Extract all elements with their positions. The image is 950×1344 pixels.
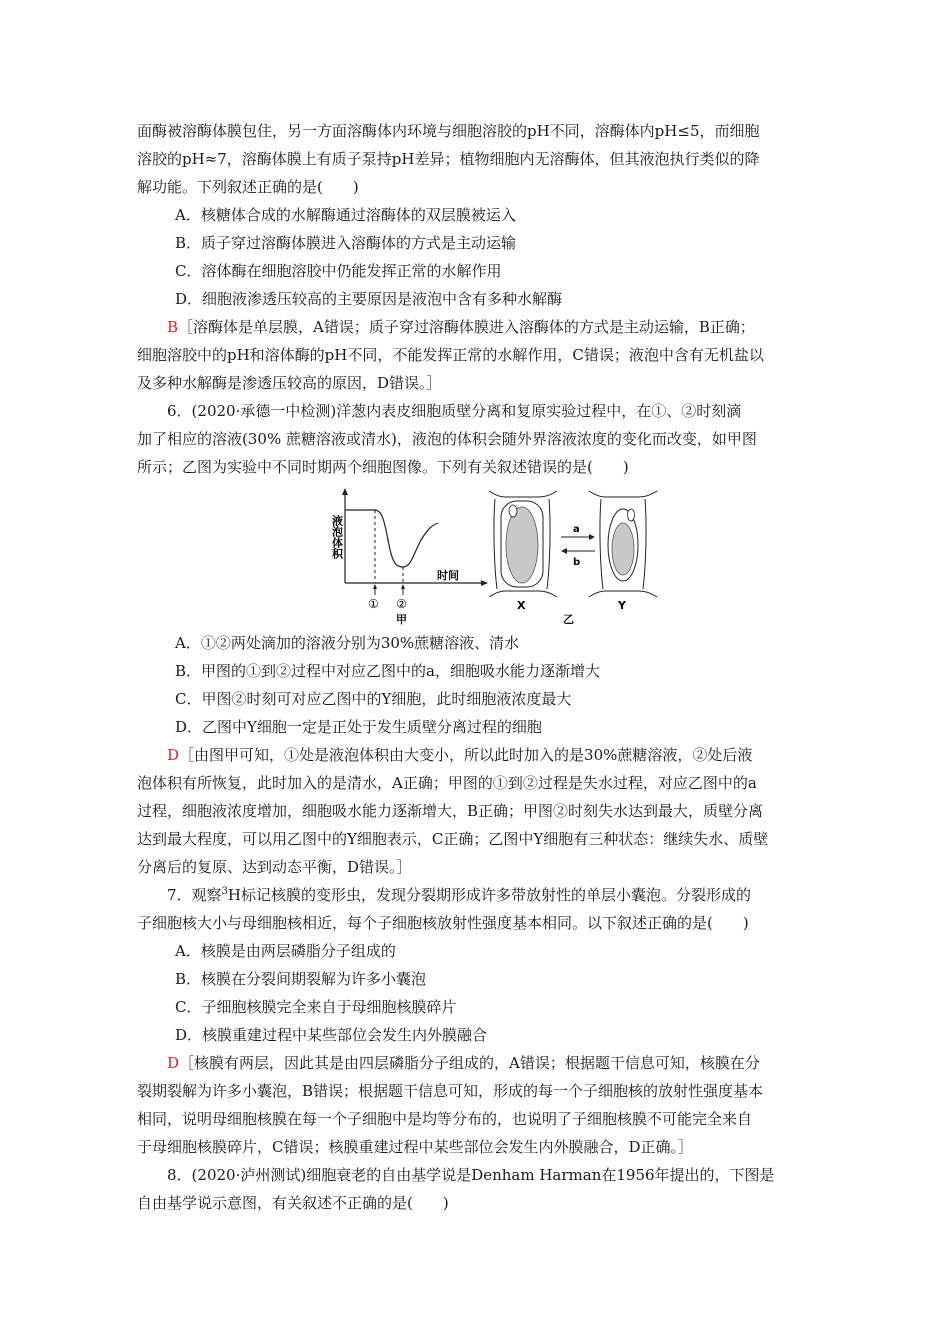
q6-stem-line: 所示；乙图为实验中不同时期两个细胞图像。下列有关叙述错误的是( ) xyxy=(137,458,629,476)
q7-stem-line xyxy=(137,881,829,909)
q7-answer-line: 裂期裂解为许多小囊泡，B错误；根据题干信息可知，形成的每一个子细胞核的放射性强度基本 xyxy=(137,1082,764,1100)
q6-answer-line: 过程，细胞液浓度增加，细胞吸水能力逐渐增大，B正确；甲图②时刻失水达到最大，质壁分离 xyxy=(137,802,764,820)
q5-answer-line: 细胞溶胶中的pH和溶体酶的pH不同，不能发挥正常的水解作用，C错误；液泡中含有无机盐以 xyxy=(137,346,764,364)
cell-y-vacuole xyxy=(612,523,634,575)
cell-y-wall-right xyxy=(643,499,646,589)
q6-answer-text: ［由图甲可知，①处是液泡体积由大变小，所以此时加入的是30%蔗糖溶液，②处后液 xyxy=(179,746,753,764)
q7-answer-letter: D xyxy=(167,1054,180,1072)
q6-answer-line: 分离后的复原、达到动态平衡，D错误。］ xyxy=(137,858,412,876)
graph-mark-1: ① xyxy=(368,597,379,611)
intro-line: 面酶被溶酶体膜包住，另一方面溶酶体内环境与细胞溶胶的pH不同，溶酶体内pH≤5，而细胞 xyxy=(137,122,760,140)
cell-x xyxy=(489,491,557,612)
q7-option-b: B．核膜在分裂间期裂解为许多小囊泡 xyxy=(175,970,427,988)
graph-y-arrow xyxy=(342,488,348,495)
cell-x-nucleus xyxy=(509,505,517,517)
q8-stem-line: 8．(2020·泸州测试)细胞衰老的自由基学说是Denham Harman在1956年提出的，下图是 xyxy=(167,1166,775,1184)
q6-figure-svg xyxy=(330,485,653,626)
q6-stem-line: 加了相应的溶液(30% 蔗糖溶液或清水)，液泡的体积会随外界溶液浓度的变化而改变，如甲图 xyxy=(137,430,757,448)
q7-answer-line: 于母细胞核膜碎片，C错误；核膜重建过程中某些部位会发生内外膜融合，D正确。］ xyxy=(137,1138,694,1156)
cell-x-bottom xyxy=(489,591,557,597)
q6-figure xyxy=(137,485,829,625)
q5-answer-line: 及多种水解酶是渗透压较高的原因，D错误。］ xyxy=(137,374,442,392)
graph-label-jia: 甲 xyxy=(396,613,407,626)
document-page xyxy=(137,117,829,1217)
q7-stem-sup: 3 xyxy=(221,886,228,897)
q7-option-c: C．子细胞核膜完全来自于母细胞核膜碎片 xyxy=(175,998,457,1016)
q5-option-a: A．核糖体合成的水解酶通过溶酶体的双层膜被运入 xyxy=(175,206,516,224)
q7-stem-pre: 7．观察 xyxy=(167,886,222,904)
q7-answer-line: 相同，说明母细胞核膜在每一个子细胞中是均等分布的，也说明了子细胞核膜不可能完全来自 xyxy=(137,1110,753,1128)
q7-option-d: D．核膜重建过程中某些部位会发生内外膜融合 xyxy=(175,1026,488,1044)
q6-answer xyxy=(137,741,829,769)
graph-mark-2: ② xyxy=(396,597,407,611)
q5-option-d: D．细胞液渗透压较高的主要原因是液泡中含有多种水解酶 xyxy=(175,290,563,308)
graph-xlabel: 时间 xyxy=(437,569,459,582)
q7-answer xyxy=(137,1049,829,1077)
arrow-b-head xyxy=(561,548,567,554)
graph-jia xyxy=(331,488,489,626)
arrows-ab xyxy=(561,524,595,568)
q5-answer xyxy=(137,313,829,341)
q7-option-a: A．核膜是由两层磷脂分子组成的 xyxy=(175,942,396,960)
q5-answer-letter: B xyxy=(167,318,179,336)
q6-answer-line: 泡体积有所恢复，此时加入的是清水，A正确；甲图的①到②过程是失水过程，对应乙图中的a xyxy=(137,774,757,792)
q5-option-c: C．溶体酶在细胞溶胶中仍能发挥正常的水解作用 xyxy=(175,262,502,280)
arrow-a-head xyxy=(589,534,595,540)
arrow-b-label: b xyxy=(573,557,581,568)
cell-x-label: X xyxy=(517,599,526,612)
cell-x-vacuole xyxy=(506,507,538,583)
cell-x-wall-right-outer xyxy=(547,499,550,589)
cell-y-bottom xyxy=(589,591,657,597)
q6-stem-line: 6．(2020·承德一中检测)洋葱内表皮细胞质壁分离和复原实验过程中，在①、②时刻滴 xyxy=(167,402,742,420)
cell-x-top xyxy=(489,491,557,497)
cell-x-wall-left-outer xyxy=(494,499,497,589)
cell-y-label: Y xyxy=(618,599,626,612)
cell-y-top xyxy=(589,491,657,497)
q6-option-c: C．甲图②时刻可对应乙图中的Y细胞，此时细胞液浓度最大 xyxy=(175,690,572,708)
q6-option-a: A．①②两处滴加的溶液分别为30%蔗糖溶液、清水 xyxy=(175,634,520,652)
graph-ylabel: 液泡体积 xyxy=(330,515,344,559)
q6-option-d: D．乙图中Y细胞一定是正处于发生质壁分离过程的细胞 xyxy=(175,718,542,736)
graph-x-arrow xyxy=(481,580,488,586)
graph-curve xyxy=(345,510,438,567)
cell-y xyxy=(589,491,657,612)
q7-answer-text: ［核膜有两层，因此其是由四层磷脂分子组成的，A错误；根据题干信息可知，核膜在分 xyxy=(179,1054,760,1072)
q7-stem-rest: H标记核膜的变形虫，发现分裂期形成许多带放射性的单层小囊泡。分裂形成的 xyxy=(227,886,752,904)
q6-answer-line: 达到最大程度，可以用乙图中的Y细胞表示，C正确；乙图中Y细胞有三种状态：继续失水、质壁 xyxy=(137,830,769,848)
intro-line: 解功能。下列叙述正确的是( ) xyxy=(137,178,359,196)
q6-answer-letter: D xyxy=(167,746,180,764)
cell-y-wall-left xyxy=(600,499,603,589)
cell-y-nucleus xyxy=(628,509,635,521)
q8-stem-line: 自由基学说示意图，有关叙述不正确的是( ) xyxy=(137,1194,449,1212)
graph-arrow-2-head xyxy=(401,584,405,589)
q5-option-b: B．质子穿过溶酶体膜进入溶酶体的方式是主动运输 xyxy=(175,234,517,252)
figure-label-yi: 乙 xyxy=(563,613,574,626)
q5-answer-text: ［溶酶体是单层膜，A错误；质子穿过溶酶体膜进入溶酶体的方式是主动运输，B正确； xyxy=(178,318,755,336)
arrow-a-label: a xyxy=(573,524,580,535)
q6-option-b: B．甲图的①到②过程中对应乙图中的a，细胞吸水能力逐渐增大 xyxy=(175,662,600,680)
q7-stem-line: 子细胞核大小与母细胞核相近，每个子细胞核放射性强度基本相同。以下叙述正确的是( ) xyxy=(137,914,749,932)
intro-line: 溶胶的pH≈7，溶酶体膜上有质子泵持pH差异；植物细胞内无溶酶体，但其液泡执行类似的降 xyxy=(137,150,760,168)
graph-arrow-1-head xyxy=(373,584,377,589)
